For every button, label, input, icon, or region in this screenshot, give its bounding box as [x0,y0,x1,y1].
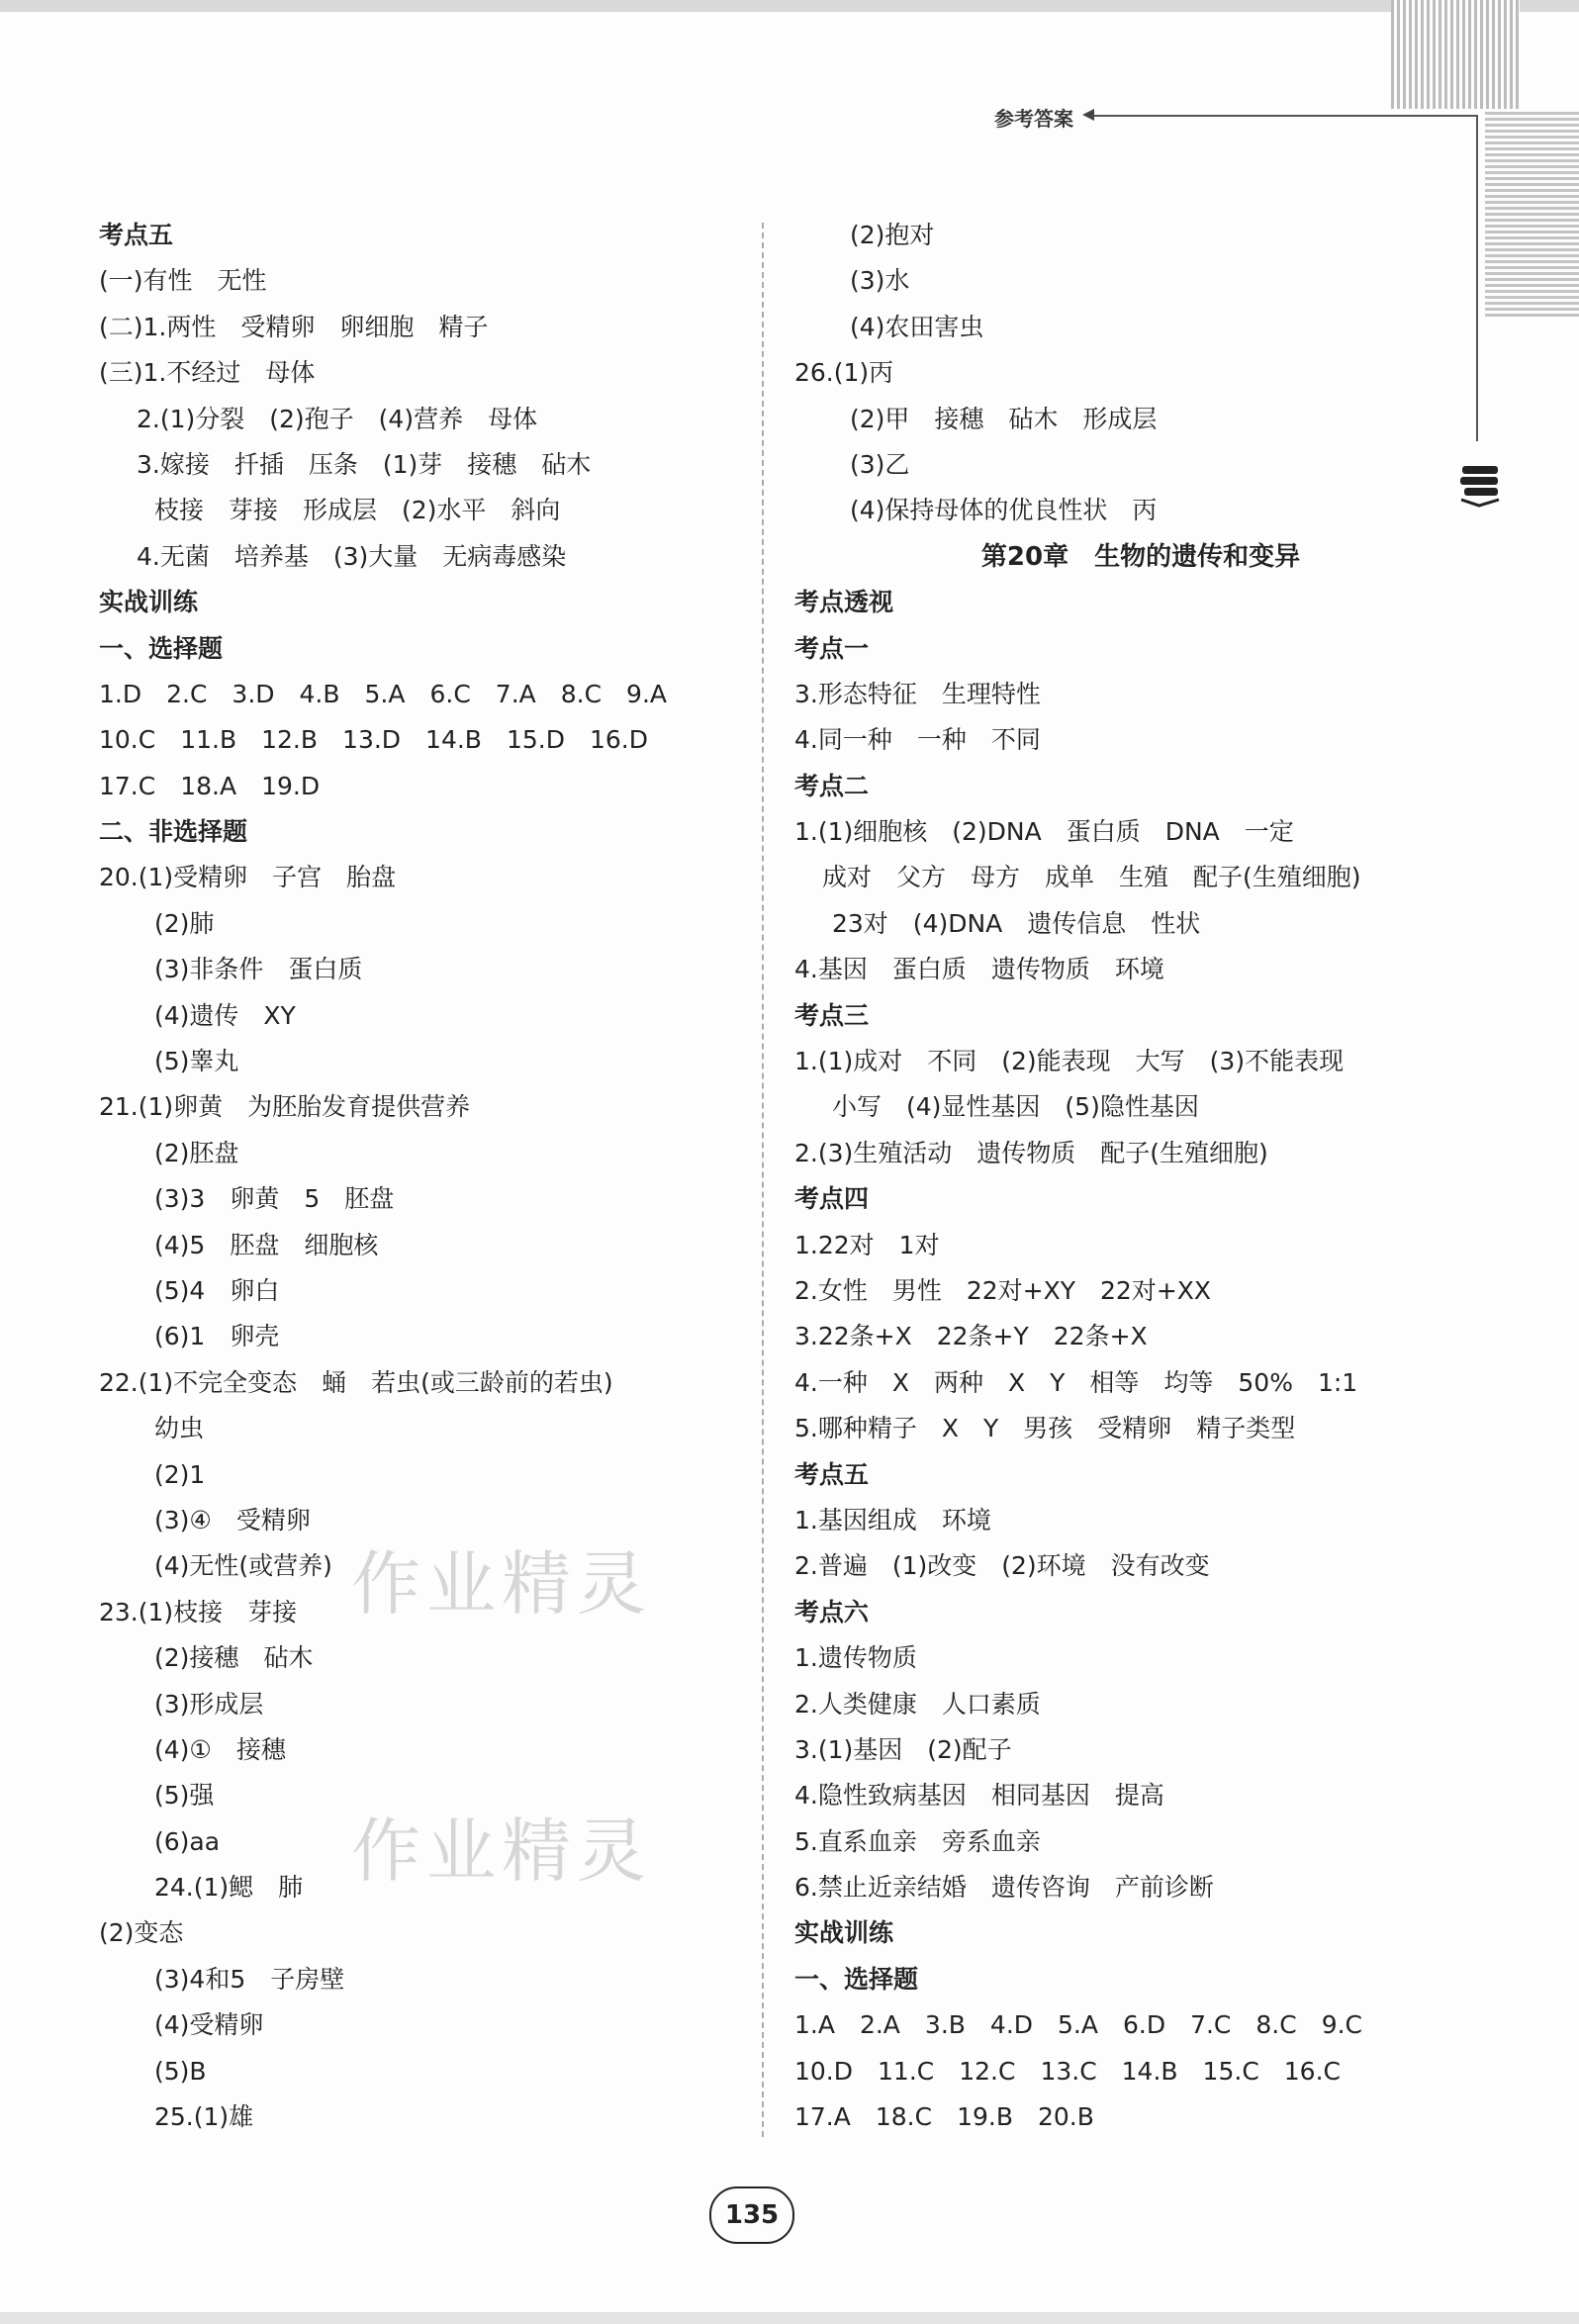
answer-line: 3.(1)基因 (2)配子 [794,1734,1012,1764]
decorative-stripes [1391,0,1520,109]
answer-line: (3)3 卵黄 5 胚盘 [154,1184,395,1214]
answer-line: 25.(1)雄 [154,2102,254,2132]
answer-line: 21.(1)卵黄 为胚胎发育提供营养 [99,1092,471,1122]
answer-line: 4.无菌 培养基 (3)大量 无病毒感染 [137,541,567,571]
answer-line: (5)强 [154,1781,215,1811]
section-heading: 考点五 [99,221,174,249]
answer-line: 1.遗传物质 [794,1643,917,1673]
answer-line: 26.(1)丙 [794,358,894,388]
answer-line: 小写 (4)显性基因 (5)隐性基因 [832,1092,1199,1122]
answer-line: 4.隐性致病基因 相同基因 提高 [794,1781,1164,1811]
answer-line: (4)受精卵 [154,2010,264,2040]
answer-line: (3)水 [850,266,910,296]
answer-line: (2)肺 [154,908,215,938]
page-number: 135 [709,2186,794,2244]
answer-line: (三)1.不经过 母体 [99,358,316,388]
right-column [794,213,1487,2140]
section-heading: 实战训练 [794,1918,894,1948]
answer-line: 1.(1)细胞核 (2)DNA 蛋白质 DNA 一定 [794,817,1294,847]
column-divider [762,223,764,2137]
answer-line: 4.基因 蛋白质 遗传物质 环境 [794,955,1164,984]
answer-line: 3.22条+X 22条+Y 22条+X [794,1322,1148,1351]
answer-line: (4)农田害虫 [850,312,984,341]
answer-line: 4.一种 X 两种 X Y 相等 均等 50% 1:1 [794,1367,1358,1397]
section-heading: 考点一 [794,633,870,663]
section-heading: 考点二 [794,771,870,800]
answer-line: (3)4和5 子房壁 [154,1964,345,1994]
section-heading: 二、非选择题 [99,817,248,847]
answer-line: 5.直系血亲 旁系血亲 [794,1826,1041,1856]
answer-line: (5)B [154,2056,207,2086]
answer-line: (2)胚盘 [154,1138,239,1167]
answer-line: 2.(3)生殖活动 遗传物质 配子(生殖细胞) [794,1138,1268,1167]
answer-line: 4.同一种 一种 不同 [794,725,1041,755]
section-heading: 考点六 [794,1597,870,1627]
answer-line: (4)5 胚盘 细胞核 [154,1230,379,1259]
section-heading: 实战训练 [99,588,199,617]
answer-line: 1.22对 1对 [794,1230,940,1259]
answer-line: 24.(1)鳃 肺 [154,1873,304,1903]
answer-line: 3.形态特征 生理特性 [794,679,1041,708]
answer-line: (3)乙 [850,449,910,479]
answer-line: (2)甲 接穗 砧木 形成层 [850,404,1158,433]
decorative-stripes-side [1485,109,1579,317]
section-heading: 一、选择题 [99,633,224,663]
answer-line: (6)aa [154,1826,221,1856]
answer-line: 幼虫 [154,1414,205,1443]
answer-line: (3)非条件 蛋白质 [154,955,363,984]
answer-line: 23.(1)枝接 芽接 [99,1597,298,1627]
answer-line: (2)接穗 砧木 [154,1643,314,1673]
answer-line: 22.(1)不完全变态 蛹 若虫(或三龄前的若虫) [99,1367,613,1397]
answer-line: 3.嫁接 扦插 压条 (1)芽 接穗 砧木 [137,449,592,479]
answer-line: 20.(1)受精卵 子宫 胎盘 [99,863,397,892]
answer-line: (5)4 卵白 [154,1275,280,1305]
answer-line: (4)无性(或营养) [154,1551,332,1581]
bottom-border [0,2312,1579,2324]
answer-line: 10.D 11.C 12.C 13.C 14.B 15.C 16.C [794,2056,1341,2086]
header-rule [1093,115,1477,117]
answer-line: 2.普遍 (1)改变 (2)环境 没有改变 [794,1551,1210,1581]
section-heading: 考点三 [794,1000,870,1030]
answer-line: 10.C 11.B 12.B 13.D 14.B 15.D 16.D [99,725,648,755]
section-heading: 一、选择题 [794,1964,919,1994]
answer-line: (4)保持母体的优良性状 丙 [850,496,1158,525]
answer-line: 1.基因组成 环境 [794,1505,991,1534]
answer-line: (2)抱对 [850,221,935,249]
answer-line [99,2140,752,2185]
answer-line: 17.A 18.C 19.B 20.B [794,2102,1094,2132]
section-heading: 考点透视 [794,588,894,617]
answer-line: (4)① 接穗 [154,1734,286,1764]
watermark: 作业精灵 [351,1543,652,1625]
answer-line: (一)有性 无性 [99,266,267,296]
top-border [0,0,1579,12]
answer-line: (2)1 [154,1459,206,1489]
answer-line: 23对 (4)DNA 遗传信息 性状 [832,908,1201,938]
header-title: 参考答案 [994,107,1073,131]
answer-line: 1.A 2.A 3.B 4.D 5.A 6.D 7.C 8.C 9.C [794,2010,1362,2040]
answer-line: (2)变态 [99,1918,184,1948]
answer-line: 2.人类健康 人口素质 [794,1689,1041,1719]
watermark: 作业精灵 [351,1811,652,1892]
section-heading: 考点五 [794,1459,870,1489]
answer-line: 枝接 芽接 形成层 (2)水平 斜向 [154,496,561,525]
answer-line: 1.(1)成对 不同 (2)能表现 大写 (3)不能表现 [794,1047,1345,1076]
answer-line: 2.女性 男性 22对+XY 22对+XX [794,1275,1212,1305]
answer-line: (二)1.两性 受精卵 卵细胞 精子 [99,312,489,341]
answer-line: (4)遗传 XY [154,1000,296,1030]
answer-line: 17.C 18.A 19.D [99,771,321,800]
answer-line: (3)④ 受精卵 [154,1505,311,1534]
section-heading: 考点四 [794,1184,870,1214]
answer-line: 2.(1)分裂 (2)孢子 (4)营养 母体 [137,404,538,433]
chapter-title: 第20章 生物的遗传和变异 [980,541,1301,572]
answer-line: (3)形成层 [154,1689,264,1719]
answer-line: 1.D 2.C 3.D 4.B 5.A 6.C 7.A 8.C 9.A [99,679,667,708]
answer-line: 成对 父方 母方 成单 生殖 配子(生殖细胞) [822,863,1361,892]
answer-line: 5.哪种精子 X Y 男孩 受精卵 精子类型 [794,1414,1296,1443]
answer-line: (6)1 卵壳 [154,1322,280,1351]
answer-line: (5)睾丸 [154,1047,239,1076]
answer-line: 6.禁止近亲结婚 遗传咨询 产前诊断 [794,1873,1214,1903]
